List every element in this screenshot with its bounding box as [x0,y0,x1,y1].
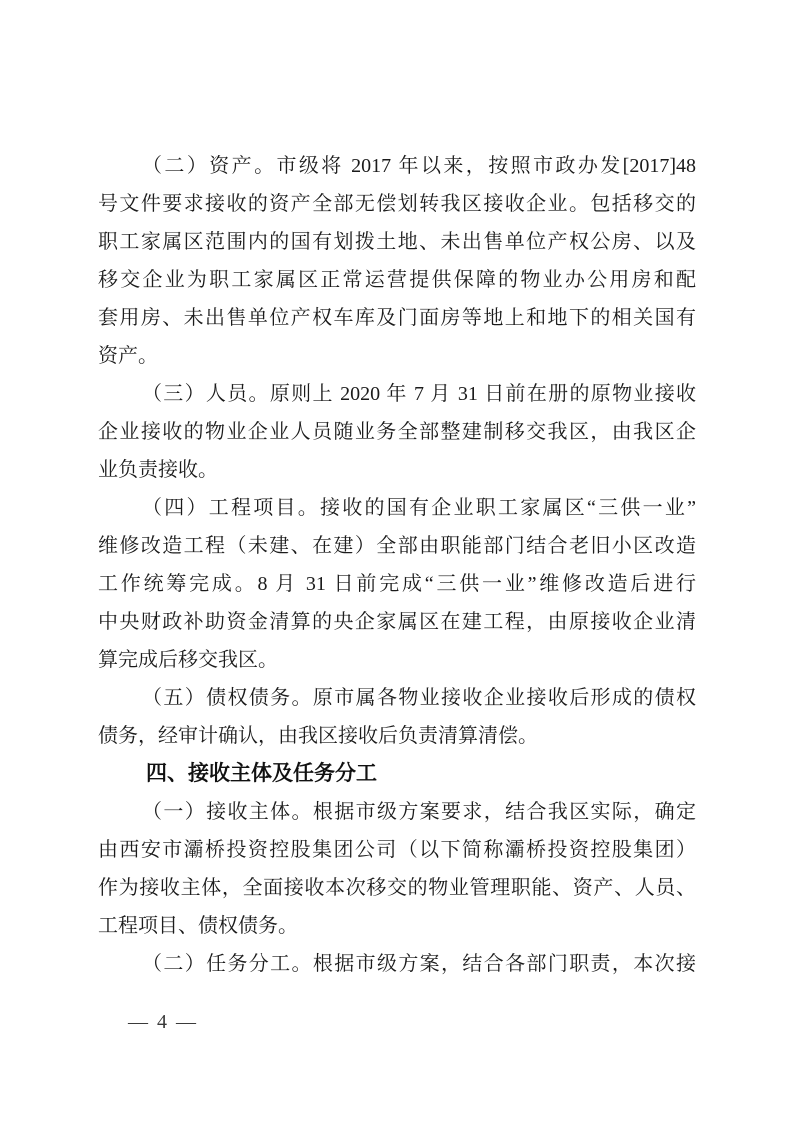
paragraph-line: 企业接收的物业企业人员随业务全部整建制移交我区，由我区企 [98,421,696,443]
section-heading: 四、接收主体及任务分工 [146,762,377,785]
paragraph-line: （一）接收主体。根据市级方案要求，结合我区实际，确定 [142,801,696,823]
paragraph-line: 工作统筹完成。8 月 31 日前完成“三供一业”维修改造后进行 [98,573,696,595]
page-number: — 4 — [128,1011,198,1033]
paragraph-line: 资产。 [98,345,158,367]
paragraph-line: （三）人员。原则上 2020 年 7 月 31 日前在册的原物业接收 [142,383,696,405]
paragraph-line: 职工家属区范围内的国有划拨土地、未出售单位产权公房、以及 [98,231,696,253]
paragraph-receiving-subject [98,793,696,945]
paragraph-task-division [98,945,696,983]
paragraph-line: 号文件要求接收的资产全部无偿划转我区接收企业。包括移交的 [98,193,696,215]
document-body [98,147,696,983]
paragraph-line: （五）债权债务。原市属各物业接收企业接收后形成的债权 [142,687,696,709]
paragraph-debts [98,679,696,755]
paragraph-line: 由西安市灞桥投资控股集团公司（以下简称灞桥投资控股集团） [98,839,696,861]
paragraph-line: 作为接收主体，全面接收本次移交的物业管理职能、资产、人员、 [98,877,696,899]
paragraph-line: 工程项目、债权债务。 [98,915,298,937]
paragraph-line: 套用房、未出售单位产权车库及门面房等地上和地下的相关国有 [98,307,696,329]
paragraph-line: 中央财政补助资金清算的央企家属区在建工程，由原接收企业清 [98,611,696,633]
paragraph-line: 移交企业为职工家属区正常运营提供保障的物业办公用房和配 [98,269,696,291]
paragraph-line: 业负责接收。 [98,459,218,481]
paragraph-projects [98,489,696,679]
paragraph-personnel [98,375,696,489]
paragraph-line: 算完成后移交我区。 [98,649,278,671]
paragraph-line: （四）工程项目。接收的国有企业职工家属区“三供一业” [142,497,696,519]
paragraph-line: 维修改造工程（未建、在建）全部由职能部门结合老旧小区改造 [98,535,696,557]
paragraph-line: （二）任务分工。根据市级方案，结合各部门职责，本次接 [142,953,696,975]
paragraph-line: 债务，经审计确认，由我区接收后负责清算清偿。 [98,725,538,747]
paragraph-asset [98,147,696,375]
paragraph-line: （二）资产。市级将 2017 年以来，按照市政办发[2017]48 [142,155,696,177]
